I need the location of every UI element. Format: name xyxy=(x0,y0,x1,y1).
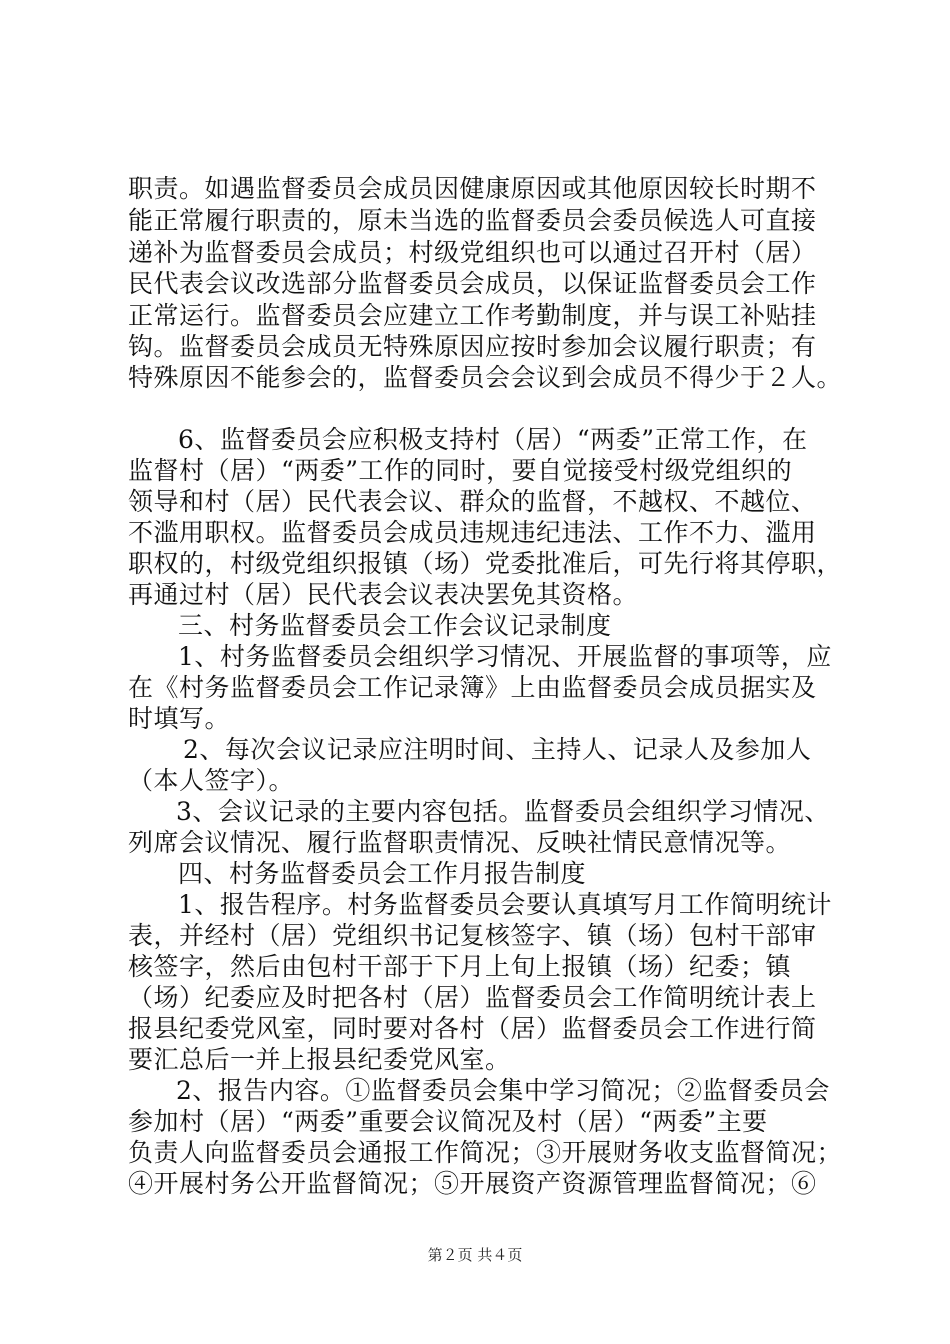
paragraph-line: 参加村（居）“两委”重要会议简况及村（居）“两委”主要 xyxy=(128,1107,768,1136)
paragraph-line: 再通过村（居）民代表会议表决罢免其资格。 xyxy=(128,580,639,609)
paragraph-line: 正常运行。监督委员会应建立工作考勤制度，并与误工补贴挂 xyxy=(128,301,817,330)
paragraph-line: （本人签字）。 xyxy=(128,766,295,795)
paragraph-line: 负责人向监督委员会通报工作简况；③开展财务收支监督简况； xyxy=(128,1138,843,1167)
paragraph-line: 递补为监督委员会成员；村级党组织也可以通过召开村（居） xyxy=(128,238,817,267)
paragraph-line: 3、会议记录的主要内容包括。监督委员会组织学习情况、 xyxy=(176,797,830,826)
paragraph-line: ④开展村务公开监督简况；⑤开展资产资源管理监督简况；⑥ xyxy=(128,1169,817,1198)
paragraph-line: 职责。如遇监督委员会成员因健康原因或其他原因较长时期不 xyxy=(128,174,817,203)
paragraph-line: 2、每次会议记录应注明时间、主持人、记录人及参加人 xyxy=(183,735,812,764)
section-heading: 四、村务监督委员会工作月报告制度 xyxy=(178,859,587,888)
paragraph-line: 1、村务监督委员会组织学习情况、开展监督的事项等，应 xyxy=(178,642,832,671)
paragraph-line: 6、监督委员会应积极支持村（居）“两委”正常工作，在 xyxy=(178,425,808,454)
paragraph-line: 列席会议情况、履行监督职责情况、反映社情民意情况等。 xyxy=(128,828,792,857)
paragraph-line: 不滥用职权。监督委员会成员违规违纪违法、工作不力、滥用 xyxy=(128,518,817,547)
page-footer: 第２页 共４页 xyxy=(427,1246,523,1264)
paragraph-line: 领导和村（居）民代表会议、群众的监督，不越权、不越位、 xyxy=(128,487,817,516)
paragraph-line: 在《村务监督委员会工作记录簿》上由监督委员会成员据实及 xyxy=(128,673,817,702)
paragraph-line: 报县纪委党风室，同时要对各村（居）监督委员会工作进行简 xyxy=(128,1014,817,1043)
paragraph-line: 核签字，然后由包村干部于下月上旬上报镇（场）纪委；镇 xyxy=(128,952,792,981)
paragraph-line: 职权的，村级党组织报镇（场）党委批准后，可先行将其停职， xyxy=(128,549,843,578)
paragraph-line: 钩。监督委员会成员无特殊原因应按时参加会议履行职责；有 xyxy=(128,332,817,361)
paragraph-line: 时填写。 xyxy=(128,704,231,733)
section-heading: 三、村务监督委员会工作会议记录制度 xyxy=(178,611,612,640)
paragraph-line: 能正常履行职责的，原未当选的监督委员会委员候选人可直接 xyxy=(128,206,817,235)
paragraph-line: 2、报告内容。①监督委员会集中学习简况；②监督委员会 xyxy=(176,1076,830,1105)
paragraph-line: 民代表会议改选部分监督委员会成员，以保证监督委员会工作 xyxy=(128,269,817,298)
paragraph-line: 表，并经村（居）党组织书记复核签字、镇（场）包村干部审 xyxy=(128,921,817,950)
paragraph-line: 特殊原因不能参会的，监督委员会会议到会成员不得少于２人。 xyxy=(128,363,843,392)
paragraph-line: （场）纪委应及时把各村（居）监督委员会工作简明统计表上 xyxy=(128,983,817,1012)
paragraph-line: 监督村（居）“两委”工作的同时，要自觉接受村级党组织的 xyxy=(128,456,793,485)
paragraph-line: 要汇总后一并上报县纪委党风室。 xyxy=(128,1045,511,1074)
paragraph-line: 1、报告程序。村务监督委员会要认真填写月工作简明统计 xyxy=(178,890,832,919)
